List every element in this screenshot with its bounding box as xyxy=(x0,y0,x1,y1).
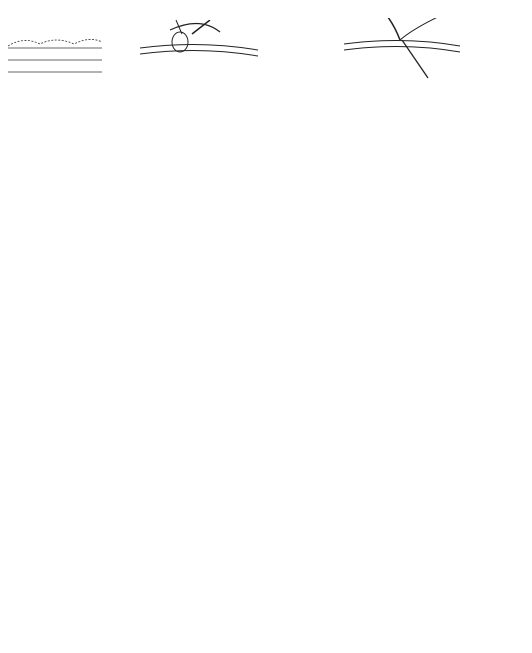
small-schematic xyxy=(4,34,106,80)
crochet-chart xyxy=(0,130,532,653)
step-one-illustration xyxy=(140,20,260,95)
step-two-illustration xyxy=(344,18,462,93)
row-number-column xyxy=(488,140,508,640)
